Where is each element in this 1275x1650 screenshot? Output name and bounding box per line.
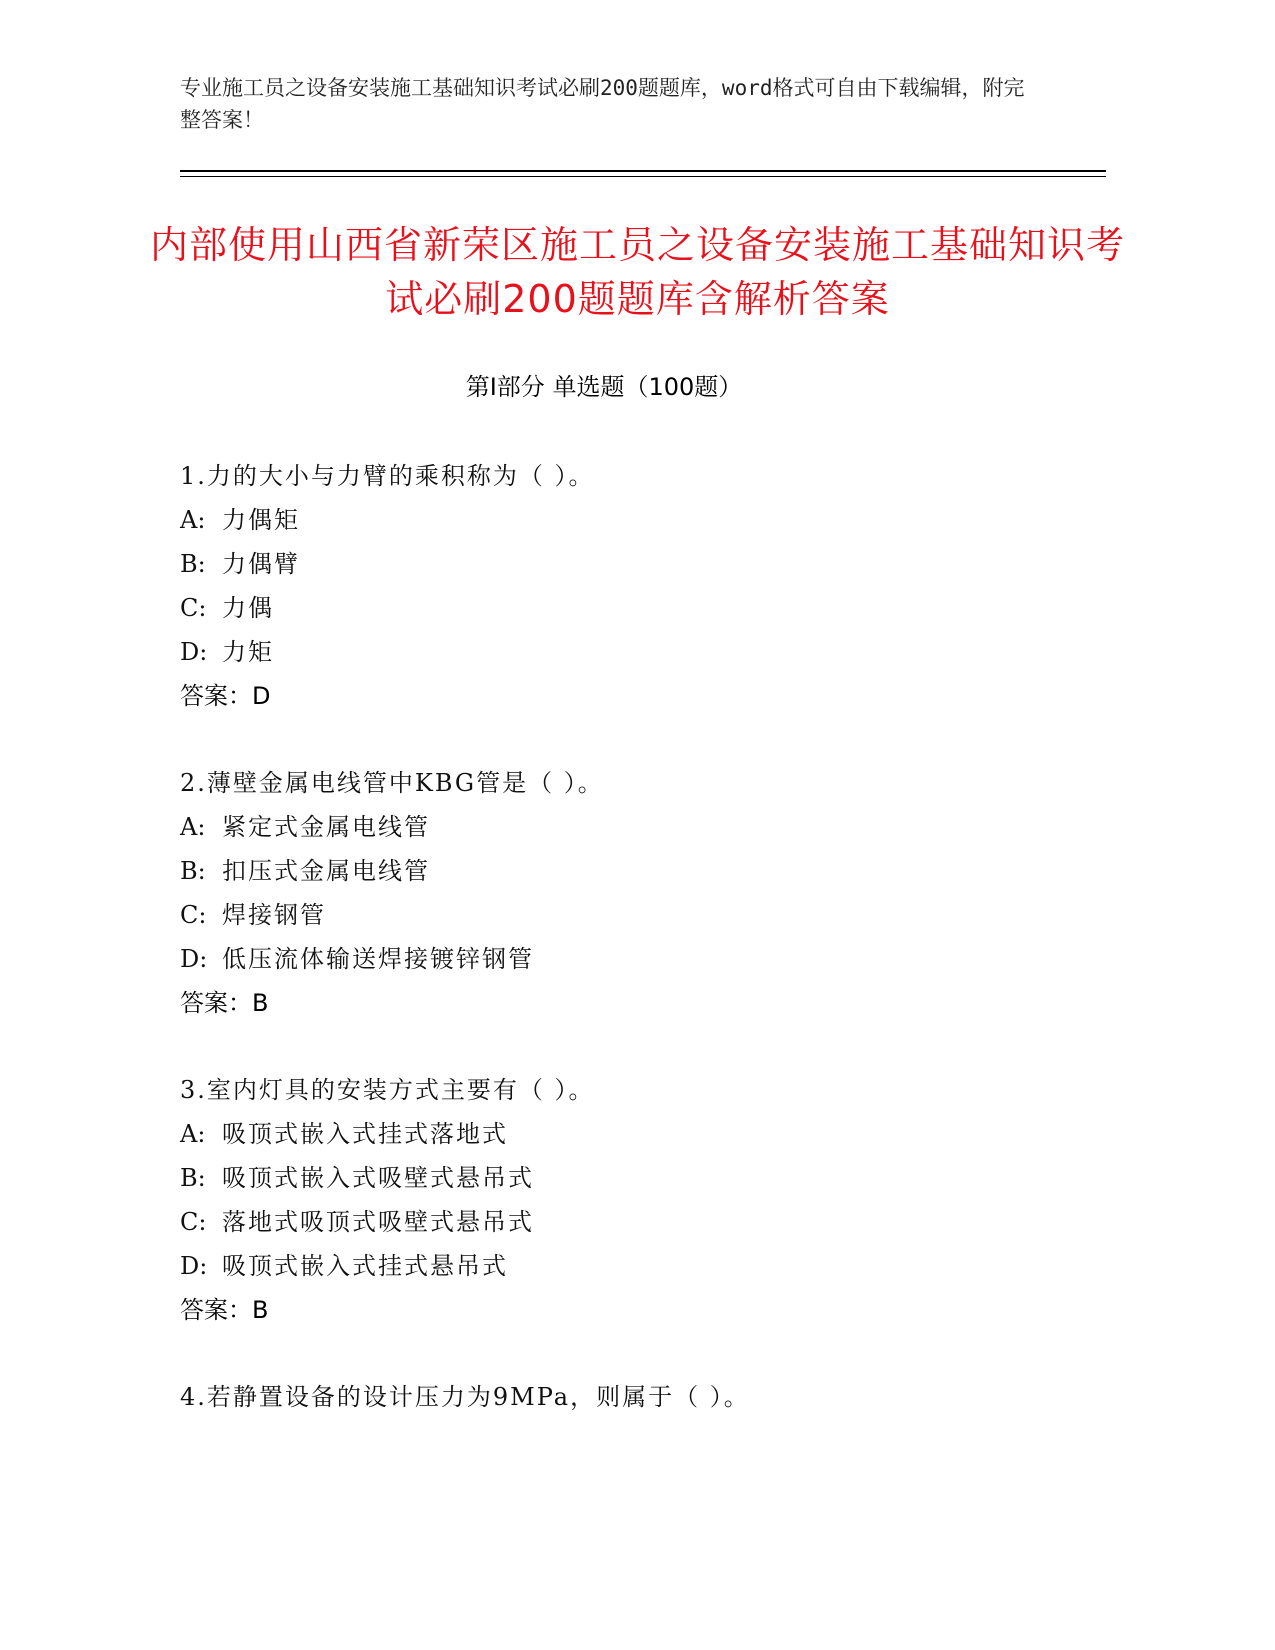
- option-text: 吸顶式嵌入式挂式悬吊式: [222, 1252, 508, 1280]
- option-d: [180, 630, 1080, 674]
- header-divider-thin: [180, 176, 1106, 177]
- option-text: 力偶: [222, 594, 274, 622]
- option-text: 紧定式金属电线管: [222, 813, 430, 841]
- question-stem: 4.若静置设备的设计压力为9MPa，则属于（ ）。: [180, 1383, 750, 1411]
- option-key: C:: [180, 594, 207, 622]
- header-note: 专业施工员之设备安装施工基础知识考试必刷200题题库，word格式可自由下载编辑，附完整答案！: [180, 76, 1025, 132]
- option-c: [180, 586, 1080, 630]
- option-a: [180, 1112, 1080, 1156]
- option-b: [180, 849, 1080, 893]
- option-key: C:: [180, 901, 207, 929]
- question-stem: 2.薄壁金属电线管中KBG管是（ ）。: [180, 769, 604, 797]
- option-key: B:: [180, 550, 206, 578]
- option-c: [180, 893, 1080, 937]
- option-text: 低压流体输送焊接镀锌钢管: [222, 945, 534, 973]
- section-title: 第Ⅰ部分 单选题（100题）: [465, 373, 743, 401]
- option-key: A:: [180, 506, 206, 534]
- option-a: [180, 498, 1080, 542]
- answer-line: 答案：B: [180, 1296, 269, 1324]
- option-text: 扣压式金属电线管: [222, 857, 430, 885]
- question-stem: 1.力的大小与力臂的乘积称为（ ）。: [180, 462, 595, 490]
- option-c: [180, 1200, 1080, 1244]
- option-text: 焊接钢管: [222, 901, 326, 929]
- option-key: D:: [180, 1252, 208, 1280]
- option-d: [180, 1244, 1080, 1288]
- option-text: 落地式吸顶式吸壁式悬吊式: [222, 1208, 534, 1236]
- option-key: A:: [180, 1120, 206, 1148]
- header-divider-thick: [180, 170, 1106, 172]
- answer-line: 答案：B: [180, 989, 269, 1017]
- question-list: [180, 454, 1080, 1462]
- option-key: D:: [180, 638, 208, 666]
- option-text: 力偶矩: [222, 506, 300, 534]
- option-text: 吸顶式嵌入式吸壁式悬吊式: [222, 1164, 534, 1192]
- question-1: [180, 454, 1080, 718]
- question-4: [180, 1375, 1080, 1419]
- document-title: 内部使用山西省新荣区施工员之设备安装施工基础知识考试必刷200题题库含解析答案: [150, 223, 1126, 321]
- option-d: [180, 937, 1080, 981]
- option-key: A:: [180, 813, 206, 841]
- answer-line: 答案：D: [180, 682, 271, 710]
- option-key: B:: [180, 1164, 206, 1192]
- question-stem: 3.室内灯具的安装方式主要有（ ）。: [180, 1076, 595, 1104]
- option-text: 力偶臂: [222, 550, 300, 578]
- option-text: 吸顶式嵌入式挂式落地式: [222, 1120, 508, 1148]
- option-text: 力矩: [222, 638, 274, 666]
- question-2: [180, 761, 1080, 1025]
- option-b: [180, 542, 1080, 586]
- option-a: [180, 805, 1080, 849]
- option-key: C:: [180, 1208, 207, 1236]
- option-key: B:: [180, 857, 206, 885]
- question-3: [180, 1068, 1080, 1332]
- option-key: D:: [180, 945, 208, 973]
- option-b: [180, 1156, 1080, 1200]
